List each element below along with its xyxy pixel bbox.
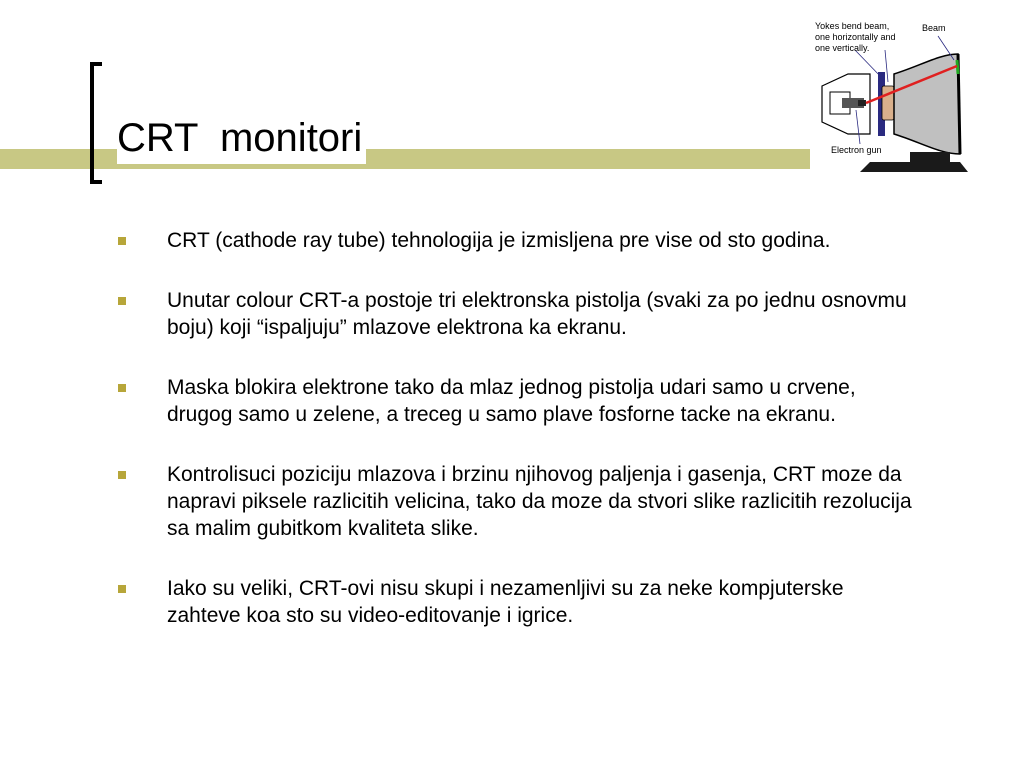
bullet-square-icon (118, 471, 126, 479)
gun-tip-shape (858, 100, 866, 106)
bullet-item (118, 227, 918, 254)
bullet-text: Iako su veliki, CRT-ovi nisu skupi i nezamenljivi su za neke kompjuterske zahteve koa sto su video-editovanje i igrice. (167, 577, 844, 627)
beam-label: Beam (922, 23, 946, 33)
electron-gun-label: Electron gun (831, 145, 882, 155)
bullet-text: Maska blokira elektrone tako da mlaz jednog pistolja udari samo u crvene, drugog samo u zelene, a treceg u samo plave fosforne tacke na ekranu. (167, 376, 856, 426)
slide-title: CRT monitori (117, 112, 366, 164)
bullet-square-icon (118, 297, 126, 305)
bullet-item (118, 374, 918, 428)
bullet-square-icon (118, 384, 126, 392)
title-bracket (90, 62, 102, 184)
bullet-text: Kontrolisuci poziciju mlazova i brzinu njihovog paljenja i gasenja, CRT moze da napravi piksele razlicitih velicina, tako da moze da stvori slike razlicitih rezolucija sa malim gubitkom kvaliteta slike. (167, 463, 912, 540)
yokes-callout-line-2 (885, 50, 888, 82)
monitor-stand-shape (910, 152, 950, 164)
bullet-list (118, 227, 918, 662)
crt-diagram (810, 14, 970, 180)
bullet-square-icon (118, 585, 126, 593)
yokes-label: Yokes bend beam, one horizontally and one vertically. (815, 21, 896, 53)
bullet-text: Unutar colour CRT-a postoje tri elektronska pistolja (svaki za po jednu osnovmu boju) koji “ispaljuju” mlazove elektrona ka ekranu. (167, 289, 907, 339)
bullet-item (118, 575, 918, 629)
bullet-item (118, 461, 918, 542)
bullet-text: CRT (cathode ray tube) tehnologija je izmisljena pre vise od sto godina. (167, 229, 831, 252)
bullet-square-icon (118, 237, 126, 245)
bullet-item (118, 287, 918, 341)
